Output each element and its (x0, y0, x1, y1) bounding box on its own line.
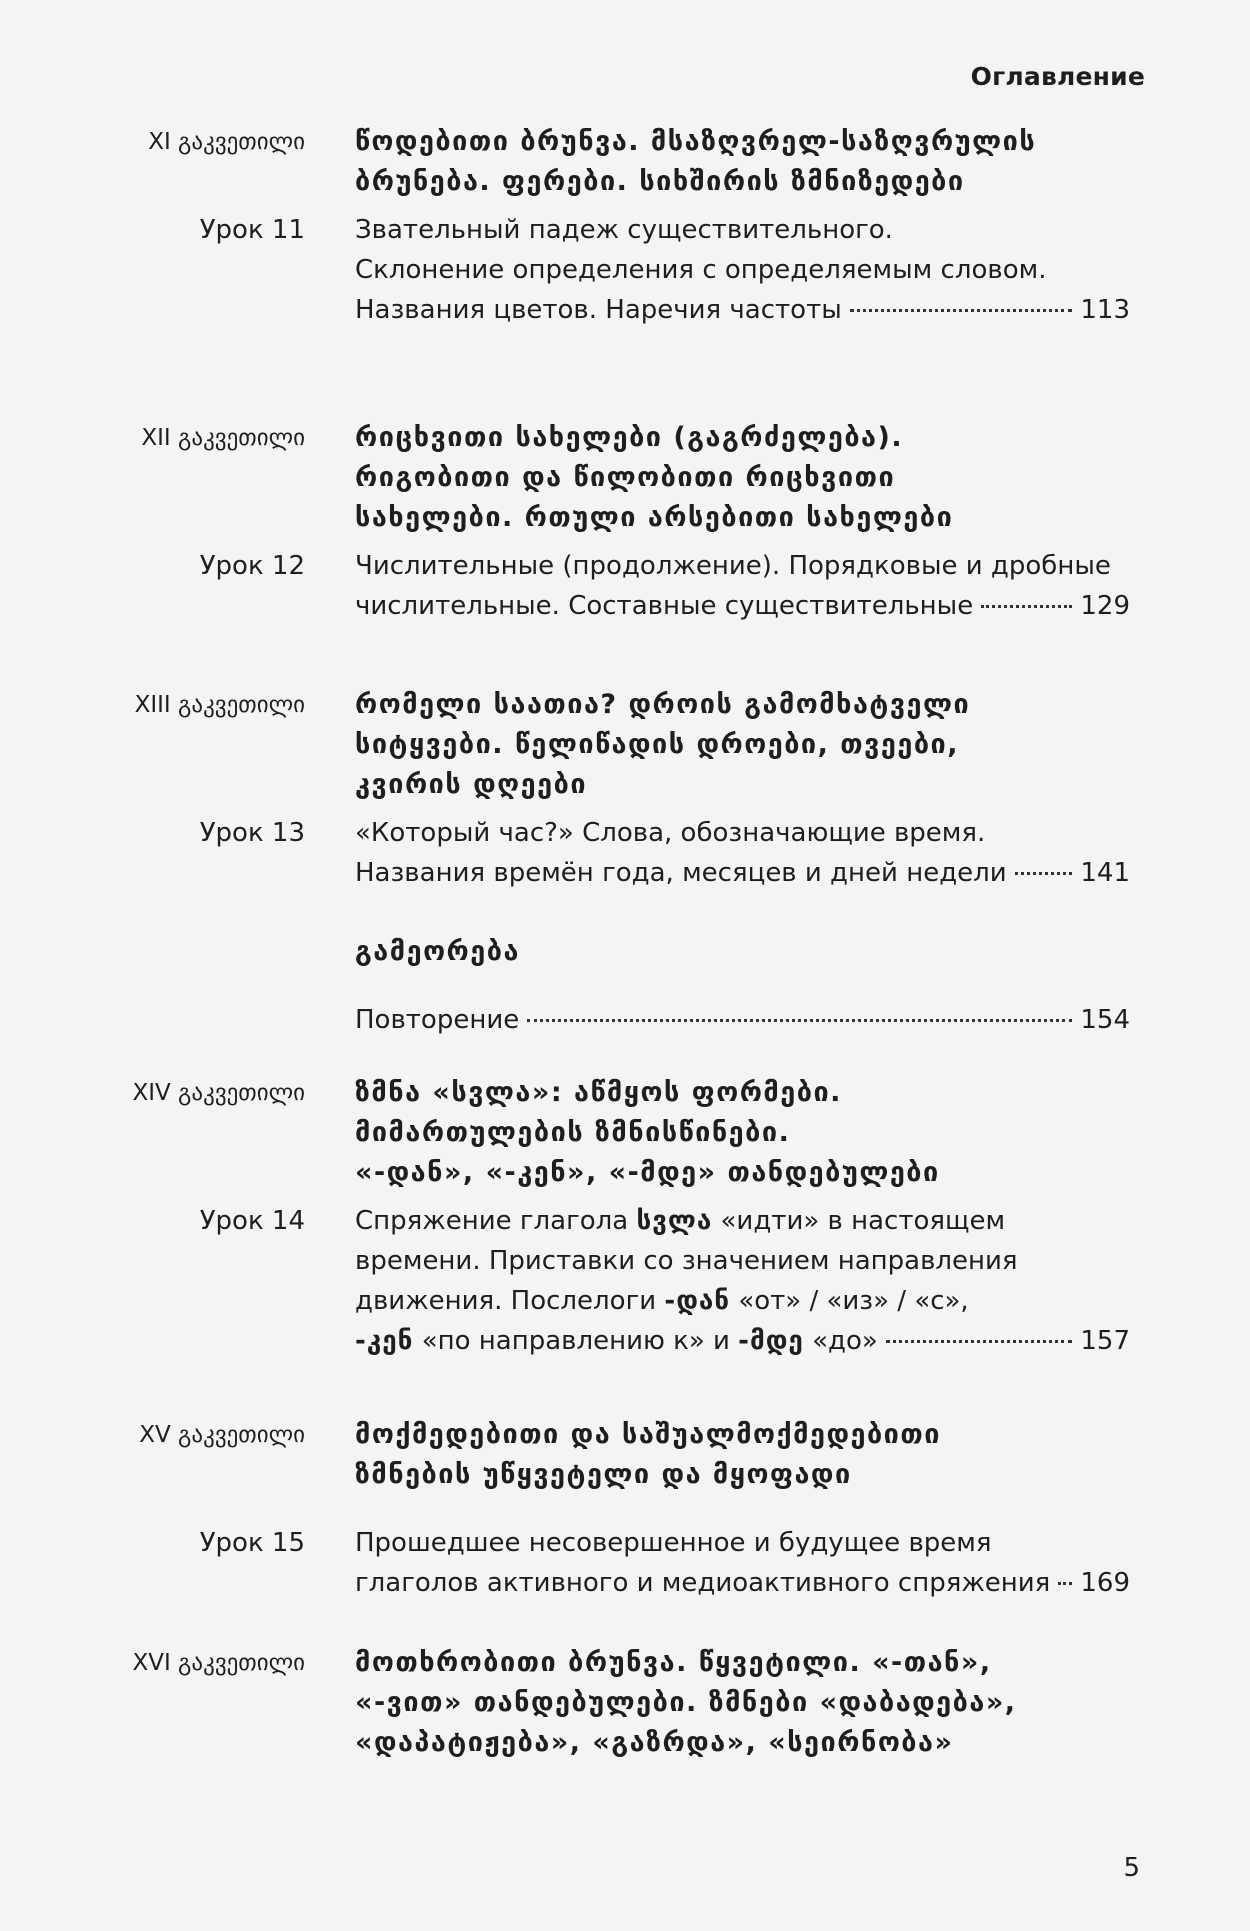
toc-entry-lesson-13 (0, 685, 1250, 893)
ru-lesson-label: Урок 13 (199, 818, 305, 848)
page-number: 5 (1123, 1853, 1140, 1883)
toc-line[interactable]: Названия времён года, месяцев и дней недели 141 (355, 853, 1130, 893)
geo-lesson-label: XVI გაკვეთილი (132, 1650, 305, 1676)
geo-lesson-label: XII გაკვეთილი (141, 425, 305, 451)
ru-lesson-label: Урок 11 (199, 215, 305, 245)
page-ref: 169 (1080, 1568, 1130, 1598)
page-ref: 154 (1080, 1005, 1130, 1035)
page-ref: 141 (1080, 858, 1130, 888)
geo-lesson-label: XV გაკვეთილი (139, 1422, 305, 1448)
toc-entry-lesson-11 (0, 122, 1250, 330)
ru-lesson-title: Звательный падеж существительного. Склонение определения с определяемым словом. Названия цветов. Наречия частоты 113 (355, 210, 1130, 330)
geo-lesson-title: რიცხვითი სახელები (გაგრძელება). რიგობითი და წილობითი რიცხვითი სახელები. რთული არსებითი სახელები (355, 422, 954, 533)
ru-lesson-label: Урок 15 (199, 1528, 305, 1558)
ru-lesson-title: Числительные (продолжение). Порядковые и дробные числительные. Составные существительные 129 (355, 546, 1130, 626)
running-head: Оглавление (970, 62, 1145, 91)
toc-entry-lesson-16 (0, 1643, 1250, 1763)
geo-lesson-title: მოთხრობითი ბრუნვა. წყვეტილი. «-თან», «-ვით» თანდებულები. ზმნები «დაბადება», «დაპატიჟება», «გაზრდა», «სეირნობა» (355, 1647, 1017, 1758)
geo-lesson-label: XIV გაკვეთილი (132, 1080, 305, 1106)
geo-lesson-label: XIII გაკვეთილი (134, 692, 305, 718)
toc-line[interactable]: глаголов активного и медиоактивного спряжения 169 (355, 1563, 1130, 1603)
ru-review-title (355, 1000, 1130, 1040)
ru-lesson-label: Урок 12 (199, 551, 305, 581)
toc-line[interactable]: -კენ «по направлению к» и -მდე «до» 157 (355, 1321, 1130, 1361)
page-ref: 129 (1080, 591, 1130, 621)
ru-lesson-title: Спряжение глагола სვლა «идти» в настоящем времени. Приставки со значением направления движения. Послелоги -დან «от» / «из» / «с», -კენ «по направлению к» и -მდე «до» 157 (355, 1201, 1130, 1361)
geo-lesson-title: წოდებითი ბრუნვა. მსაზღვრელ-საზღვრულის ბრუნება. ფერები. სიხშირის ზმნიზედები (355, 126, 1037, 197)
ru-lesson-title: «Который час?» Слова, обозначающие время. Названия времён года, месяцев и дней недели 141 (355, 813, 1130, 893)
geo-lesson-title: ზმნა «სვლა»: აწმყოს ფორმები. მიმართულების ზმნისწინები. «-დან», «-კენ», «-მდე» თანდებულები (355, 1077, 940, 1188)
toc-entry-lesson-15 (0, 1415, 1250, 1603)
toc-line[interactable]: числительные. Составные существительные 129 (355, 586, 1130, 626)
toc-entry-lesson-14 (0, 1073, 1250, 1361)
geo-review-title: გამეორება (355, 936, 520, 967)
page-ref: 113 (1080, 295, 1130, 325)
ru-lesson-title: Прошедшее несовершенное и будущее время глаголов активного и медиоактивного спряжения 169 (355, 1523, 1130, 1603)
geo-lesson-title: მოქმედებითი და საშუალმოქმედებითი ზმნების უწყვეტელი და მყოფადი (355, 1419, 941, 1490)
toc-entry-lesson-12 (0, 418, 1250, 626)
page-ref: 157 (1080, 1326, 1130, 1356)
geo-lesson-title: რომელი საათია? დროის გამომხატველი სიტყვები. წელიწადის დროები, თვეები, კვირის დღეები (355, 689, 971, 800)
toc-entry-review (0, 932, 1250, 1040)
toc-line[interactable]: Повторение 154 (355, 1000, 1130, 1040)
toc-line[interactable]: Названия цветов. Наречия частоты 113 (355, 290, 1130, 330)
ru-lesson-label: Урок 14 (199, 1206, 305, 1236)
geo-lesson-label: XI გაკვეთილი (148, 129, 305, 155)
